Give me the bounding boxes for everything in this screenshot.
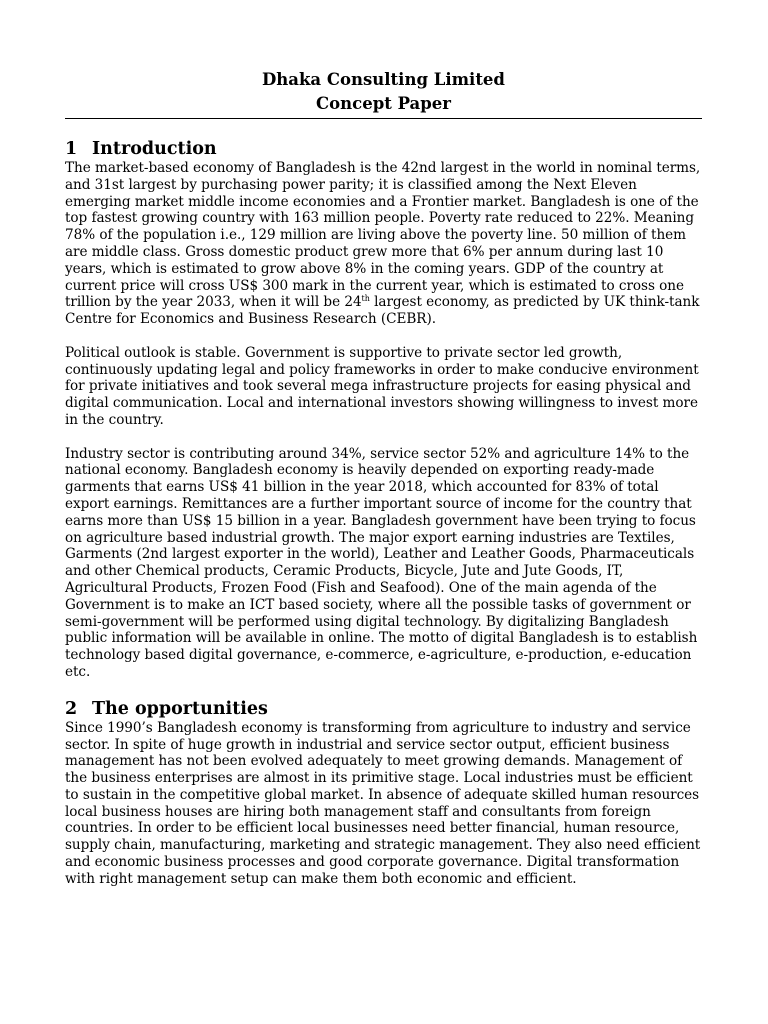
section-heading-introduction — [65, 138, 702, 160]
document-header — [65, 68, 702, 119]
opportunities-paragraph: Since 1990’s Bangladesh economy is transforming from agriculture to industry and service sector. In spite of huge growth in industrial and service sector output, efficient business management has not been evolved adequately to meet growing demands. Management of the business enterprises are almost in its primitive stage. Local industries must be efficient to sustain in the competitive global market. In absence of adequate skilled human resources local business houses are hiring both management staff and consultants from foreign countries. In order to be efficient local businesses need better financial, human resource, supply chain, manufacturing, marketing and strategic management. They also need efficient and economic business processes and good corporate governance. Digital transformation with right management setup can make them both economic and efficient. — [65, 719, 701, 887]
intro-paragraph-economy — [65, 160, 702, 328]
paragraph-text: largest economy, as predicted by UK think-tank Centre for Economics and Business Research (CEBR). — [65, 294, 700, 328]
paragraph-text: The market-based economy of Bangladesh is the 42nd largest in the world in nominal terms, and 31st largest by purchasing power parity; it is classified among the Next Eleven emerging market middle income economies and a Frontier market. Bangladesh is one of the top fastest growing country with 163 million people. Poverty rate reduced to 22%. Meaning 78% of the population i.e., 129 million are living above the poverty line. 50 million of them are middle class. Gross domestic product grew more that 6% per annum during last 10 years, which is estimated to grow above 8% in the coming years. GDP of the country at current price will cross US$ 300 mark in the current year, which is estimated to cross one trillion by the year 2033, when it will be 24 — [65, 160, 701, 311]
document-type: Concept Paper — [316, 94, 451, 113]
company-name: Dhaka Consulting Limited — [262, 70, 505, 89]
intro-paragraph-industry: Industry sector is contributing around 34%, service sector 52% and agriculture 14% to the national economy. Bangladesh economy is heavily depended on exporting ready-made garments that earns US$ 41 billion in the year 2018, which accounted for 83% of total export earnings. Remittances are a further important source of income for the country that earns more than US$ 15 billion in a year. Bangladesh government have been trying to focus on agriculture based industrial growth. The major export earning industries are Textiles, Garments (2nd largest exporter in the world), Leather and Leather Goods, Pharmaceuticals and other Chemical products, Ceramic Products, Bicycle, Jute and Jute Goods, IT, Agricultural Products, Frozen Food (Fish and Seafood). One of the main agenda of the Government is to make an ICT based society, where all the possible tasks of government or semi-government will be performed using digital technology. By digitalizing Bangladesh public information will be available in online. The motto of digital Bangladesh is to establish technology based digital governance, e-commerce, e-agriculture, e-production, e-education etc. — [65, 445, 698, 680]
document-page — [65, 68, 702, 888]
section-title: The opportunities — [92, 698, 268, 719]
section-number: 2 — [65, 698, 78, 719]
section-number: 1 — [65, 139, 78, 159]
ordinal-superscript: th — [361, 294, 370, 304]
intro-paragraph-political: Political outlook is stable. Government is supportive to private sector led growth, continuously updating legal and policy frameworks in order to make conducive environment for private initiatives and took several mega infrastructure projects for easing physical and digital communication. Local and international investors showing willingness to invest more in the country. — [65, 344, 699, 428]
section-heading-opportunities — [65, 698, 702, 720]
section-title: Introduction — [92, 139, 217, 159]
